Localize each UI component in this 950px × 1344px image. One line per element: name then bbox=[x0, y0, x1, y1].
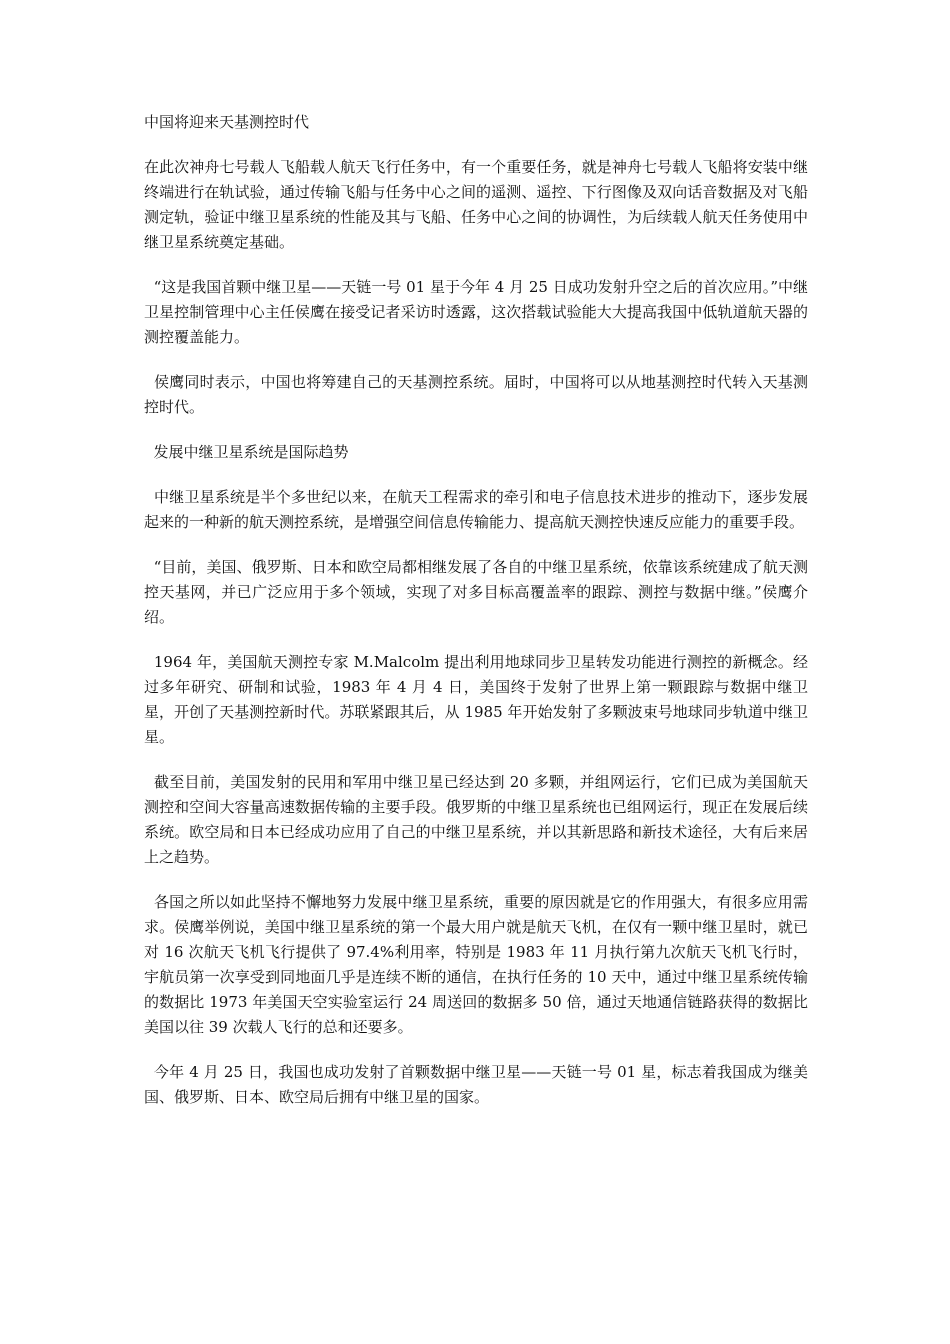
paragraph: 侯鹰同时表示，中国也将筹建自己的天基测控系统。届时，中国将可以从地基测控时代转入天基测控时代。 bbox=[144, 373, 808, 416]
paragraph: 今年 4 月 25 日，我国也成功发射了首颗数据中继卫星——天链一号 01 星，标志着我国成为继美国、俄罗斯、日本、欧空局后拥有中继卫星的国家。 bbox=[144, 1063, 808, 1106]
paragraph: 截至目前，美国发射的民用和军用中继卫星已经达到 20 多颗，并组网运行，它们已成为美国航天测控和空间大容量高速数据传输的主要手段。俄罗斯的中继卫星系统也已组网运行，现正在发展后续系统。欧空局和日本已经成功应用了自己的中继卫星系统，并以其新思路和新技术途径，大有后来居上之趋势。 bbox=[144, 773, 808, 866]
paragraph: “这是我国首颗中继卫星——天链一号 01 星于今年 4 月 25 日成功发射升空之后的首次应用。”中继卫星控制管理中心主任侯鹰在接受记者采访时透露，这次搭载试验能大大提高我国中低轨道航天器的测控覆盖能力。 bbox=[144, 278, 808, 346]
paragraph: 中继卫星系统是半个多世纪以来，在航天工程需求的牵引和电子信息技术进步的推动下，逐步发展起来的一种新的航天测控系统，是增强空间信息传输能力、提高航天测控快速反应能力的重要手段。 bbox=[144, 488, 808, 531]
section-heading: 发展中继卫星系统是国际趋势 bbox=[144, 443, 349, 461]
paragraph: 1964 年，美国航天测控专家 M.Malcolm 提出利用地球同步卫星转发功能进行测控的新概念。经过多年研究、研制和试验，1983 年 4 月 4 日，美国终于发射了世界上第一颗跟踪与数据中继卫星，开创了天基测控新时代。苏联紧跟其后，从 1985 年开始发射了多颗波束号地球同步轨道中继卫星。 bbox=[144, 653, 808, 746]
paragraph: 各国之所以如此坚持不懈地努力发展中继卫星系统，重要的原因就是它的作用强大，有很多应用需求。侯鹰举例说，美国中继卫星系统的第一个最大用户就是航天飞机，在仅有一颗中继卫星时，就已对 16 次航天飞机飞行提供了 97.4%利用率，特别是 1983 年 11 月执行第九次航天飞机飞行时，宇航员第一次享受到同地面几乎是连续不断的通信，在执行任务的 10 天中，通过中继卫星系统传输的数据比 1973 年美国天空实验室运行 24 周送回的数据多 50 倍，通过天地通信链路获得的数据比美国以往 39 次载人飞行的总和还要多。 bbox=[144, 893, 808, 1036]
paragraph: 在此次神舟七号载人飞船载人航天飞行任务中，有一个重要任务，就是神舟七号载人飞船将安装中继终端进行在轨试验，通过传输飞船与任务中心之间的遥测、遥控、下行图像及双向话音数据及对飞船测定轨，验证中继卫星系统的性能及其与飞船、任务中心之间的协调性，为后续载人航天任务使用中继卫星系统奠定基础。 bbox=[144, 158, 808, 251]
document-body bbox=[144, 110, 808, 1130]
document-title: 中国将迎来天基测控时代 bbox=[144, 113, 310, 131]
paragraph: “目前，美国、俄罗斯、日本和欧空局都相继发展了各自的中继卫星系统，依靠该系统建成了航天测控天基网，并已广泛应用于多个领域，实现了对多目标高覆盖率的跟踪、测控与数据中继。”侯鹰介绍。 bbox=[144, 558, 808, 626]
